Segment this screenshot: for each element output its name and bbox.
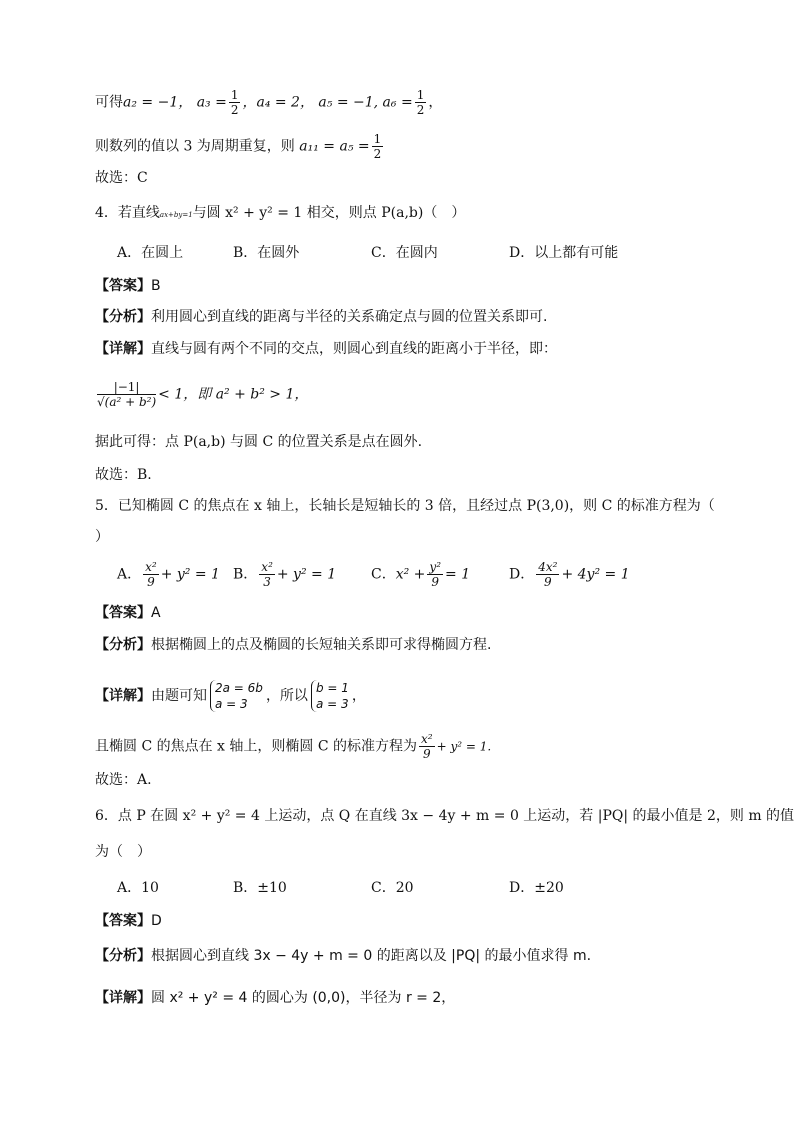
math: a₃ = — [196, 94, 227, 111]
label: A． — [117, 566, 142, 583]
q5-stem-cont: ） — [95, 529, 109, 545]
q4-stem — [95, 203, 465, 225]
q5-conclusion — [95, 732, 491, 761]
value: A — [151, 605, 161, 621]
math: x² + — [395, 566, 426, 583]
eq: a = 3 — [315, 697, 349, 711]
math: + y² = 1 — [160, 566, 220, 583]
math: a₁₁ = a₅ = — [299, 138, 370, 155]
num: 1 — [230, 88, 239, 102]
value: 由题可知 — [151, 688, 207, 704]
tag: 【答案】 — [95, 278, 151, 294]
q4-choose: 故选：B. — [95, 467, 152, 483]
q6-option-a: A．10 — [117, 880, 159, 896]
num: x² — [261, 560, 273, 574]
num: x² — [421, 732, 433, 746]
tag: 【分析】 — [95, 309, 151, 325]
q5-option-c — [371, 560, 470, 589]
eq: b = 1 — [315, 681, 349, 695]
q4-answer — [95, 276, 161, 296]
q4-option-a: A．在圆上 — [117, 245, 184, 261]
num: 4x² — [538, 560, 558, 574]
label: D． — [509, 566, 535, 583]
text: 与圆 x² + y² = 1 相交，则点 P(a,b)（ ） — [192, 205, 466, 221]
q6-detail — [95, 988, 455, 1008]
tag: 【分析】 — [95, 637, 151, 653]
line-period — [95, 132, 385, 161]
text: ， — [428, 94, 443, 111]
value: 根据椭圆上的点及椭圆的长短轴关系即可求得椭圆方程. — [151, 637, 492, 653]
q5-option-d — [509, 560, 630, 589]
fraction — [143, 560, 159, 589]
text: 且椭圆 C 的焦点在 x 轴上，则椭圆 C 的标准方程为 — [95, 738, 418, 755]
q4-option-b: B．在圆外 — [233, 245, 300, 261]
q5-option-b — [233, 560, 336, 589]
fraction — [415, 88, 427, 117]
math: < 1，即 a² + b² > 1， — [158, 386, 309, 403]
den: 2 — [230, 103, 239, 117]
eq: 2a = 6b — [215, 681, 263, 695]
fraction — [427, 560, 443, 589]
fraction — [97, 380, 156, 409]
num: |−1| — [97, 380, 156, 395]
num: y² — [429, 560, 442, 574]
tag: 【分析】 — [95, 948, 151, 964]
q6-option-b: B．±10 — [233, 880, 287, 896]
value: 圆 x² + y² = 4 的圆心为 (0,0)，半径为 r = 2， — [151, 990, 456, 1006]
fraction — [259, 560, 275, 589]
q6-option-d: D．±20 — [509, 880, 564, 896]
value: B — [151, 278, 161, 294]
q4-option-d: D．以上都有可能 — [509, 245, 619, 261]
math: + y² = 1. — [436, 739, 492, 754]
tag: 【详解】 — [95, 688, 151, 704]
math: ax+by=1 — [159, 211, 193, 219]
fraction — [372, 132, 384, 161]
q5-answer — [95, 603, 161, 623]
math: a₅ = −1, a₆ = — [318, 94, 413, 111]
q4-inequality — [95, 380, 308, 409]
q5-choose: 故选：A. — [95, 772, 152, 788]
q6-option-c: C．20 — [371, 880, 414, 896]
q4-option-c: C．在圆内 — [371, 245, 438, 261]
eq: a = 3 — [215, 697, 248, 711]
label: C． — [371, 566, 396, 583]
math: + 4y² = 1 — [561, 566, 630, 583]
den: 9 — [147, 575, 155, 589]
q4-detail — [95, 339, 557, 359]
den: 9 — [423, 747, 431, 761]
value: 利用圆心到直线的距离与半径的关系确定点与圆的位置关系即可. — [151, 309, 548, 325]
den: 3 — [263, 575, 271, 589]
den: 2 — [416, 103, 425, 117]
label: B． — [233, 566, 258, 583]
den: 9 — [431, 575, 440, 589]
tag: 【详解】 — [95, 341, 151, 357]
q4-analysis — [95, 307, 547, 327]
value: 直线与圆有两个不同的交点，则圆心到直线的距离小于半径，即： — [151, 341, 557, 357]
text: 可得 — [95, 94, 123, 111]
math: ，a₄ = 2， — [242, 94, 314, 111]
q4-conclusion: 据此可得：点 P(a,b) 与圆 C 的位置关系是点在圆外. — [95, 434, 423, 450]
text: 4．若直线 — [95, 205, 160, 221]
math: + y² = 1 — [276, 566, 337, 583]
system — [210, 680, 263, 712]
q6-answer — [95, 911, 162, 931]
num: 1 — [373, 132, 382, 146]
tag: 【答案】 — [95, 913, 151, 929]
den: 2 — [373, 147, 382, 161]
math: = 1 — [445, 566, 471, 583]
q6-analysis — [95, 946, 591, 966]
tag: 【答案】 — [95, 605, 151, 621]
choose-c: 故选：C — [95, 170, 148, 186]
num: 1 — [416, 88, 425, 102]
q5-stem: 5．已知椭圆 C 的焦点在 x 轴上，长轴长是短轴长的 3 倍，且经过点 P(3,0)，则 C 的标准方程为（ — [95, 498, 715, 514]
math: a₂ = −1， — [123, 94, 193, 111]
text: ， — [351, 688, 366, 704]
q5-analysis — [95, 635, 491, 655]
q5-option-a — [117, 560, 220, 589]
fraction — [229, 88, 241, 117]
fraction — [536, 560, 559, 589]
den: √(a² + b²) — [97, 395, 157, 409]
value: D — [151, 913, 162, 929]
q6-stem-cont: 为（ ） — [95, 844, 151, 860]
line-sequence-values — [95, 88, 442, 117]
system — [311, 680, 349, 712]
den: 9 — [544, 575, 552, 589]
q5-detail — [95, 680, 366, 712]
text: ，所以 — [265, 688, 308, 704]
tag: 【详解】 — [95, 990, 151, 1006]
q6-stem: 6．点 P 在圆 x² + y² = 4 上运动，点 Q 在直线 3x − 4y + m = 0 上运动，若 |PQ| 的最小值是 2，则 m 的值 — [95, 808, 794, 824]
text: 则数列的值以 3 为周期重复，则 — [95, 138, 295, 155]
value: 根据圆心到直线 3x − 4y + m = 0 的距离以及 |PQ| 的最小值求得 m. — [151, 948, 592, 964]
num: x² — [145, 560, 157, 574]
fraction — [419, 732, 435, 761]
